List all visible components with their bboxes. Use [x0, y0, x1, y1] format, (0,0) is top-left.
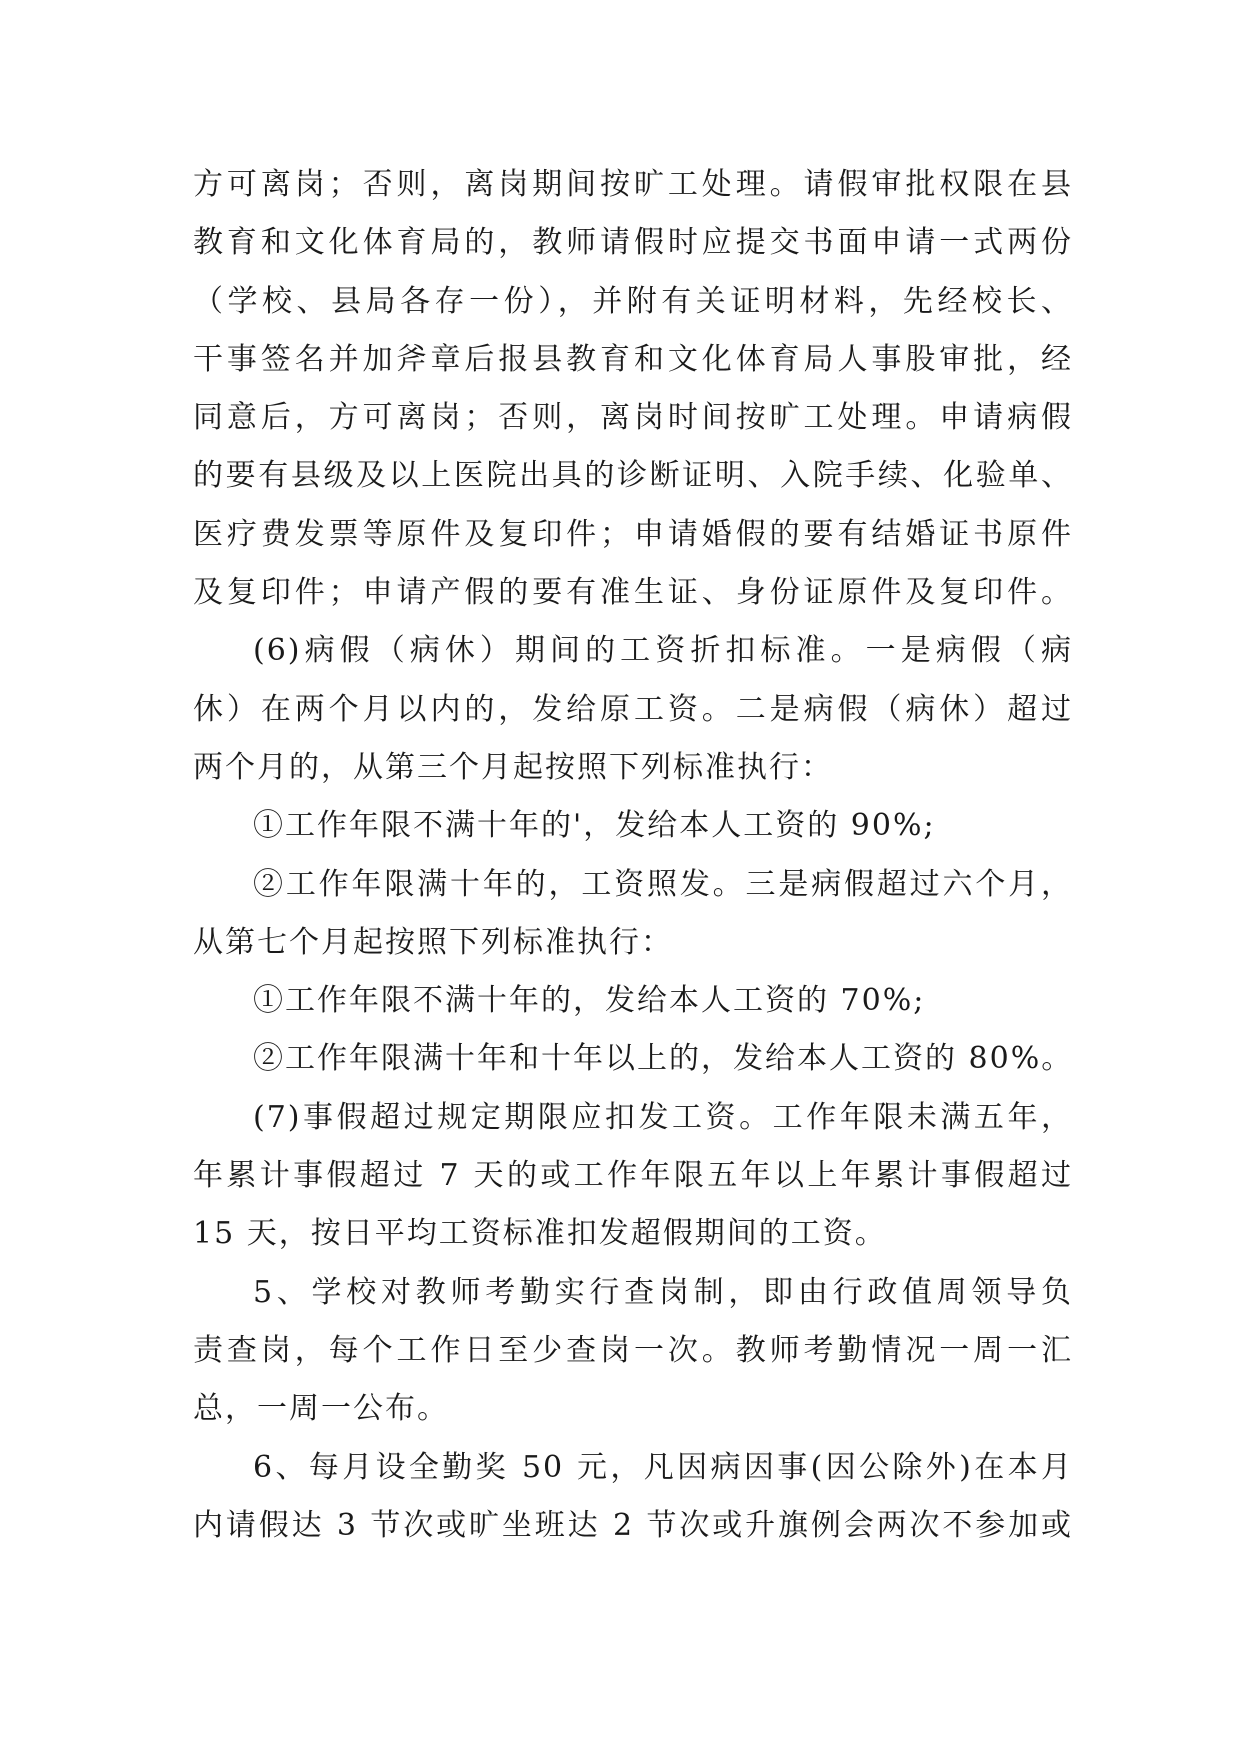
text-line: 内请假达 3 节次或旷坐班达 2 节次或升旗例会两次不参加或	[193, 1507, 1073, 1543]
text-line: 干事签名并加斧章后报县教育和文化体育局人事股审批，经	[193, 341, 1073, 377]
text-line: 的要有县级及以上医院出具的诊断证明、入院手续、化验单、	[193, 458, 1073, 494]
text-line: 休）在两个月以内的，发给原工资。二是病假（病休）超过	[193, 691, 1073, 727]
paragraph-start-line: (7)事假超过规定期限应扣发工资。工作年限未满五年，	[253, 1099, 1073, 1135]
text-line: 教育和文化体育局的，教师请假时应提交书面申请一式两份	[193, 225, 1073, 261]
text-line: 及复印件；申请产假的要有准生证、身份证原件及复印件。	[193, 575, 1073, 611]
list-item-line: ①工作年限不满十年的，发给本人工资的 70%;	[253, 983, 926, 1019]
text-line: 同意后，方可离岗；否则，离岗时间按旷工处理。申请病假	[193, 400, 1073, 436]
paragraph-start-line: 5、学校对教师考勤实行查岗制，即由行政值周领导负	[253, 1274, 1073, 1310]
text-line: 从第七个月起按照下列标准执行：	[193, 924, 673, 960]
list-item-line: ②工作年限满十年的，工资照发。三是病假超过六个月，	[253, 866, 1073, 902]
list-item-line: ②工作年限满十年和十年以上的，发给本人工资的 80%。	[253, 1041, 1074, 1077]
text-line: 方可离岗；否则，离岗期间按旷工处理。请假审批权限在县	[193, 167, 1073, 202]
list-item-line: ①工作年限不满十年的'，发给本人工资的 90%;	[253, 808, 936, 844]
text-line: 15 天，按日平均工资标准扣发超假期间的工资。	[193, 1216, 887, 1252]
text-line: 两个月的，从第三个月起按照下列标准执行：	[193, 749, 833, 785]
text-line: 责查岗，每个工作日至少查岗一次。教师考勤情况一周一汇	[193, 1332, 1073, 1368]
document-body	[193, 156, 1073, 1555]
text-line: 总，一周一公布。	[193, 1391, 449, 1427]
text-line: （学校、县局各存一份），并附有关证明材料，先经校长、	[193, 283, 1073, 319]
paragraph-start-line: 6、每月设全勤奖 50 元，凡因病因事(因公除外)在本月	[253, 1449, 1073, 1485]
text-line: 年累计事假超过 7 天的或工作年限五年以上年累计事假超过	[193, 1158, 1073, 1194]
paragraph-start-line: (6)病假（病休）期间的工资折扣标准。一是病假（病	[253, 633, 1073, 669]
text-line: 医疗费发票等原件及复印件；申请婚假的要有结婚证书原件	[193, 516, 1073, 552]
